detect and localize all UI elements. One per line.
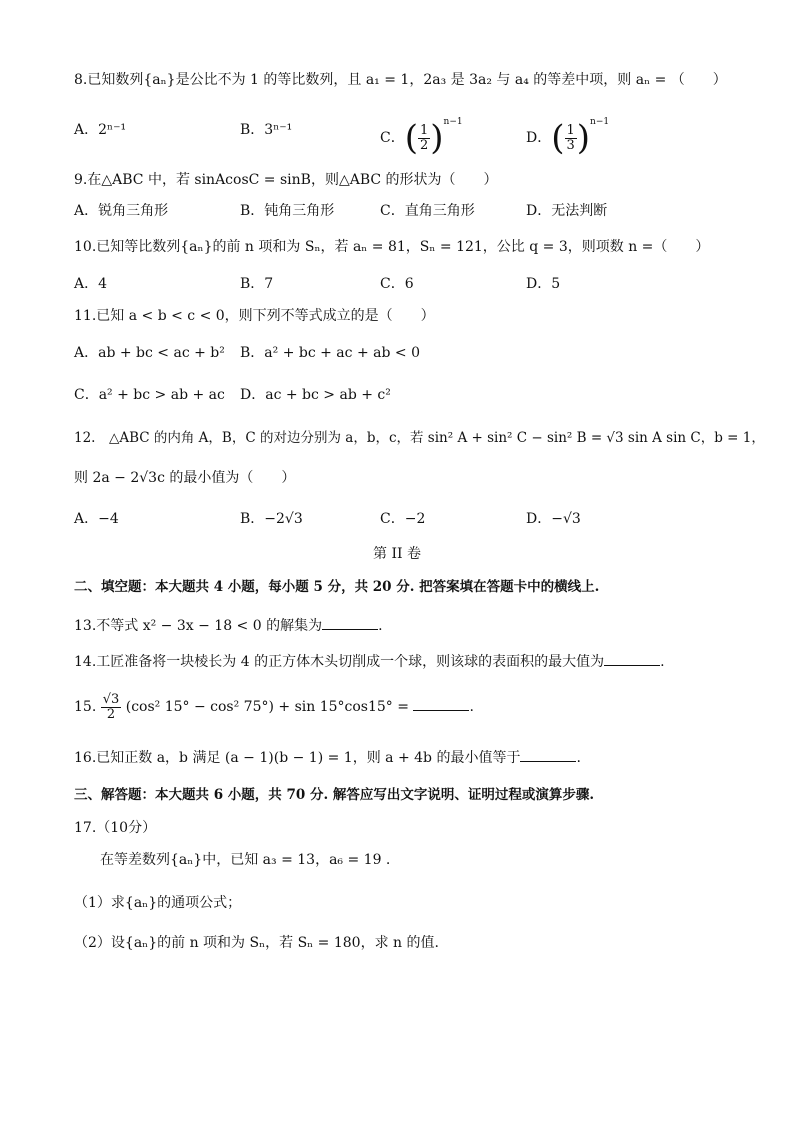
q9-stem: 9.在△ABC 中，若 sinAcosC = sinB，则△ABC 的形状为（ ） <box>74 172 498 188</box>
q17-stem: 在等差数列{aₙ}中，已知 a₃ = 13，a₆ = 19 . <box>100 852 391 868</box>
q8-option-d-fraction: $\frac{1}{3}$ <box>566 122 575 153</box>
q9-options <box>74 199 734 223</box>
q11-option-b: B．a² + bc + ac + ab < 0 <box>240 345 420 361</box>
q12-stem-line1: 12. △ABC 的内角 A，B，C 的对边分别为 a，b，c，若 sin² A + sin² C − sin² B = √3 sin A sin C，b = 1， <box>74 430 765 446</box>
q10-option-d: D．5 <box>526 276 561 292</box>
q14-answer-blank <box>604 651 660 666</box>
q11-option-c: C．a² + bc > ab + ac <box>74 387 225 403</box>
q10-option-c: C．6 <box>380 276 414 292</box>
q15: 15. $\frac{√3}{2}$ (cos² 15° − cos² 75°) + sin 15°cos15° = . <box>74 691 474 722</box>
q11-options-row2 <box>74 383 734 407</box>
q8-option-a: A．2ⁿ⁻¹ <box>74 122 127 138</box>
q10-stem: 10.已知等比数列{aₙ}的前 n 项和为 Sₙ，若 aₙ = 81，Sₙ = 121，公比 q = 3，则项数 n =（ ） <box>74 239 710 255</box>
q16-answer-blank <box>520 747 576 762</box>
q8-option-c-label: C． <box>380 130 405 146</box>
q8-option-d: D．( $\frac{1}{3}$ )$^{n-1}$ <box>526 117 610 158</box>
q9-option-a: A．锐角三角形 <box>74 203 169 219</box>
q15-number: 15. <box>74 699 97 715</box>
q8-option-b: B．3ⁿ⁻¹ <box>240 122 293 138</box>
q15-expression: (cos² 15° − cos² 75°) + sin 15°cos15° = <box>125 699 409 715</box>
q11-options-row1 <box>74 341 734 365</box>
q12-options <box>74 507 734 531</box>
q8-option-c-fraction: $\frac{1}{2}$ <box>419 122 429 153</box>
q14: 14.工匠准备将一块棱长为 4 的正方体木头切削成一个球，则该球的表面积的最大值为 . <box>74 651 734 672</box>
q10-options <box>74 272 734 296</box>
q8-stem: 8.已知数列{aₙ}是公比不为 1 的等比数列，且 a₁ = 1，2a₃ 是 3a₂ 与 a₄ 的等差中项，则 aₙ = （ ） <box>74 72 727 88</box>
q13-stem: 13.不等式 x² − 3x − 18 < 0 的解集为 <box>74 618 323 634</box>
q12-option-c: C．−2 <box>380 511 426 527</box>
q11-stem: 11.已知 a < b < c < 0，则下列不等式成立的是（ ） <box>74 308 435 324</box>
q14-stem: 14.工匠准备将一块棱长为 4 的正方体木头切削成一个球，则该球的表面积的最大值为 <box>74 654 605 670</box>
section-solution-heading: 三、解答题：本大题共 6 小题，共 70 分. 解答应写出文字说明、证明过程或演算步骤. <box>74 787 595 803</box>
q8-option-c: C．( $\frac{1}{2}$ )$^{n-1}$ <box>380 117 463 158</box>
q12-option-b: B．−2√3 <box>240 511 303 527</box>
q16: 16.已知正数 a，b 满足 (a − 1)(b − 1) = 1，则 a + 4b 的最小值等于 . <box>74 747 734 768</box>
part-two-title: 第 II 卷 <box>373 546 421 562</box>
q17-part-1: （1）求{aₙ}的通项公式； <box>74 895 242 911</box>
q13: 13.不等式 x² − 3x − 18 < 0 的解集为 . <box>74 615 734 636</box>
q17-part-2: （2）设{aₙ}的前 n 项和为 Sₙ，若 Sₙ = 180，求 n 的值. <box>74 935 439 951</box>
q8-options <box>74 117 734 158</box>
q11-option-a: A．ab + bc < ac + b² <box>74 345 225 361</box>
q15-fraction: $\frac{√3}{2}$ <box>102 691 120 722</box>
q13-answer-blank <box>322 615 378 630</box>
q9-option-b: B．钝角三角形 <box>240 203 335 219</box>
q11-option-d: D．ac + bc > ab + c² <box>240 387 391 403</box>
q10-option-a: A．4 <box>74 276 108 292</box>
q15-answer-blank <box>413 696 469 711</box>
q12-stem-line2: 则 2a − 2√3c 的最小值为（ ） <box>74 470 296 486</box>
q10-option-b: B．7 <box>240 276 274 292</box>
section-fill-in-heading: 二、填空题：本大题共 4 小题，每小题 5 分，共 20 分. 把答案填在答题卡中的横线上. <box>74 579 600 595</box>
q12-option-a: A．−4 <box>74 511 119 527</box>
q12-option-d: D．−√3 <box>526 511 581 527</box>
q8-option-d-exp: n−1 <box>590 117 610 127</box>
q16-stem: 16.已知正数 a，b 满足 (a − 1)(b − 1) = 1，则 a + 4b 的最小值等于 <box>74 750 521 766</box>
q8-option-d-label: D． <box>526 130 552 146</box>
q17-heading: 17.（10分） <box>74 820 157 836</box>
q9-option-d: D．无法判断 <box>526 203 608 219</box>
q8-option-c-exp: n−1 <box>443 117 463 127</box>
q9-option-c: C．直角三角形 <box>380 203 475 219</box>
